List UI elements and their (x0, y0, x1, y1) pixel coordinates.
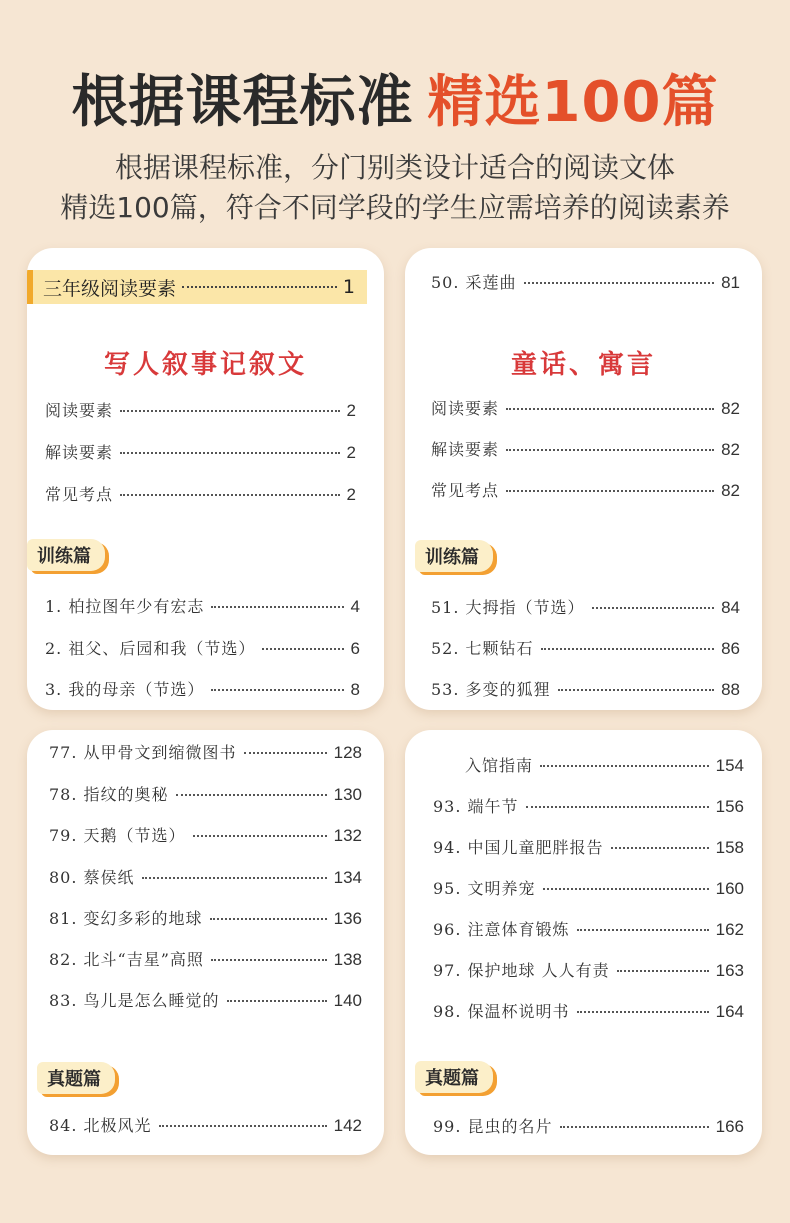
toc-row-page: 4 (350, 597, 360, 616)
toc-row[interactable] (45, 440, 356, 463)
toc-row[interactable] (431, 478, 740, 501)
leader-dots (120, 410, 340, 412)
toc-row[interactable] (431, 270, 740, 293)
toc-row-label: 1. 柏拉图年少有宏志 (45, 597, 205, 616)
toc-row-label: 解读要素 (45, 443, 114, 462)
toc-row-label: 解读要素 (431, 440, 500, 459)
toc-row-page: 84 (721, 598, 740, 617)
toc-row-page: 132 (333, 826, 362, 845)
toc-row[interactable] (49, 782, 362, 805)
toc-row[interactable] (431, 595, 740, 618)
toc-row-label: 阅读要素 (431, 399, 500, 418)
headline-highlight: 精选100篇 (427, 70, 719, 135)
toc-row[interactable] (45, 594, 360, 617)
toc-row[interactable] (465, 753, 744, 776)
toc-row[interactable] (49, 865, 362, 888)
grade-page: 1 (342, 276, 355, 298)
toc-row-label: 阅读要素 (45, 401, 114, 420)
toc-row-page: 2 (346, 443, 356, 462)
toc-row-label: 入馆指南 (465, 756, 534, 775)
toc-row-page: 160 (715, 879, 744, 898)
toc-row-page: 136 (333, 909, 362, 928)
toc-row-label: 78. 指纹的奥秘 (49, 785, 169, 804)
leader-dots (506, 490, 714, 492)
toc-row[interactable] (431, 396, 740, 419)
toc-row-page: 138 (333, 950, 362, 969)
toc-row[interactable] (49, 988, 362, 1011)
leader-dots (506, 408, 714, 410)
toc-row-page: 162 (715, 920, 744, 939)
toc-row[interactable] (433, 876, 744, 899)
leader-dots (182, 286, 337, 288)
toc-row-page: 8 (350, 680, 360, 699)
leader-dots (159, 1125, 327, 1127)
headline-main: 根据课程标准 (71, 70, 414, 135)
toc-row[interactable] (49, 823, 362, 846)
toc-row[interactable] (45, 636, 360, 659)
section-tag: 训练篇 (27, 539, 105, 571)
toc-row-label: 2. 祖父、后园和我（节选） (45, 639, 256, 658)
toc-row-page: 2 (346, 401, 356, 420)
toc-row[interactable] (433, 917, 744, 940)
leader-dots (577, 1011, 709, 1013)
toc-row-label: 83. 鸟儿是怎么睡觉的 (49, 991, 220, 1010)
section-title: 写人叙事记叙文 (103, 350, 307, 380)
toc-row[interactable] (433, 1114, 744, 1137)
toc-row-label: 81. 变幻多彩的地球 (49, 909, 203, 928)
toc-row[interactable] (433, 999, 744, 1022)
leader-dots (506, 449, 714, 451)
toc-row-page: 164 (715, 1002, 744, 1021)
leader-dots (211, 959, 327, 961)
toc-row-page: 81 (721, 273, 740, 292)
toc-row[interactable] (49, 1113, 362, 1136)
toc-row[interactable] (433, 835, 744, 858)
toc-row-label: 77. 从甲骨文到缩微图书 (49, 743, 237, 762)
toc-row[interactable] (45, 398, 356, 421)
toc-row[interactable] (431, 437, 740, 460)
toc-row-label: 84. 北极风光 (49, 1116, 152, 1135)
leader-dots (541, 648, 715, 650)
toc-row-label: 93. 端午节 (433, 797, 519, 816)
toc-row[interactable] (433, 794, 744, 817)
toc-row-label: 51. 大拇指（节选） (431, 598, 585, 617)
leader-dots (543, 888, 709, 890)
grade-bar (27, 270, 367, 304)
toc-row-page: 6 (350, 639, 360, 658)
headline (0, 58, 790, 138)
toc-row-page: 158 (715, 838, 744, 857)
toc-row[interactable] (431, 677, 740, 700)
toc-row-label: 97. 保护地球 人人有责 (433, 961, 610, 980)
leader-dots (193, 835, 327, 837)
toc-row-page: 88 (721, 680, 740, 699)
section-tag: 真题篇 (37, 1062, 115, 1094)
leader-dots (210, 918, 327, 920)
toc-row-page: 128 (333, 743, 362, 762)
toc-row-label: 52. 七颗钻石 (431, 639, 534, 658)
toc-row[interactable] (45, 677, 360, 700)
toc-row-label: 80. 蔡侯纸 (49, 868, 135, 887)
leader-dots (120, 494, 340, 496)
section-tag: 训练篇 (415, 540, 493, 572)
toc-row-label: 常见考点 (45, 485, 114, 504)
leader-dots (227, 1000, 327, 1002)
toc-row-page: 2 (346, 485, 356, 504)
subtitle-line2: 精选100篇，符合不同学段的学生应需培养的阅读素养 (60, 191, 730, 224)
leader-dots (611, 847, 709, 849)
toc-row-label: 53. 多变的狐狸 (431, 680, 551, 699)
toc-row-page: 82 (721, 440, 740, 459)
leader-dots (524, 282, 715, 284)
toc-row-page: 134 (333, 868, 362, 887)
toc-row-label: 99. 昆虫的名片 (433, 1117, 553, 1136)
toc-row[interactable] (45, 482, 356, 505)
toc-card-3 (27, 730, 384, 1155)
toc-row-page: 130 (333, 785, 362, 804)
grade-label: 三年级阅读要素 (43, 277, 177, 300)
toc-row-label: 50. 采莲曲 (431, 273, 517, 292)
toc-row-label: 常见考点 (431, 481, 500, 500)
toc-row[interactable] (49, 740, 362, 763)
leader-dots (558, 689, 715, 691)
toc-row[interactable] (433, 958, 744, 981)
toc-row-label: 98. 保温杯说明书 (433, 1002, 570, 1021)
leader-dots (577, 929, 709, 931)
section-title: 童话、寓言 (510, 350, 656, 380)
leader-dots (262, 648, 343, 650)
subtitle-line1: 根据课程标准，分门别类设计适合的阅读文体 (114, 151, 675, 184)
leader-dots (617, 970, 709, 972)
toc-card-2 (405, 248, 762, 710)
toc-row-page: 163 (715, 961, 744, 980)
toc-row-label: 79. 天鹅（节选） (49, 826, 186, 845)
toc-card-1 (27, 248, 384, 710)
toc-row[interactable] (431, 636, 740, 659)
leader-dots (540, 765, 709, 767)
leader-dots (592, 607, 715, 609)
toc-row-label: 96. 注意体育锻炼 (433, 920, 570, 939)
toc-row-page: 166 (715, 1117, 744, 1136)
toc-row-page: 154 (715, 756, 744, 775)
leader-dots (244, 752, 327, 754)
leader-dots (211, 606, 343, 608)
toc-row[interactable] (49, 906, 362, 929)
toc-row[interactable] (49, 947, 362, 970)
toc-row-page: 142 (333, 1116, 362, 1135)
leader-dots (211, 689, 343, 691)
leader-dots (526, 806, 709, 808)
toc-row-page: 82 (721, 399, 740, 418)
leader-dots (142, 877, 327, 879)
toc-row-page: 86 (721, 639, 740, 658)
toc-row-label: 3. 我的母亲（节选） (45, 680, 205, 699)
leader-dots (560, 1126, 709, 1128)
toc-row-page: 82 (721, 481, 740, 500)
toc-card-4 (405, 730, 762, 1155)
leader-dots (120, 452, 340, 454)
toc-row-page: 156 (715, 797, 744, 816)
toc-row-label: 94. 中国儿童肥胖报告 (433, 838, 604, 857)
toc-row-label: 95. 文明养宠 (433, 879, 536, 898)
toc-row-page: 140 (333, 991, 362, 1010)
toc-row-label: 82. 北斗“吉星”高照 (49, 950, 204, 969)
leader-dots (176, 794, 327, 796)
section-tag: 真题篇 (415, 1061, 493, 1093)
